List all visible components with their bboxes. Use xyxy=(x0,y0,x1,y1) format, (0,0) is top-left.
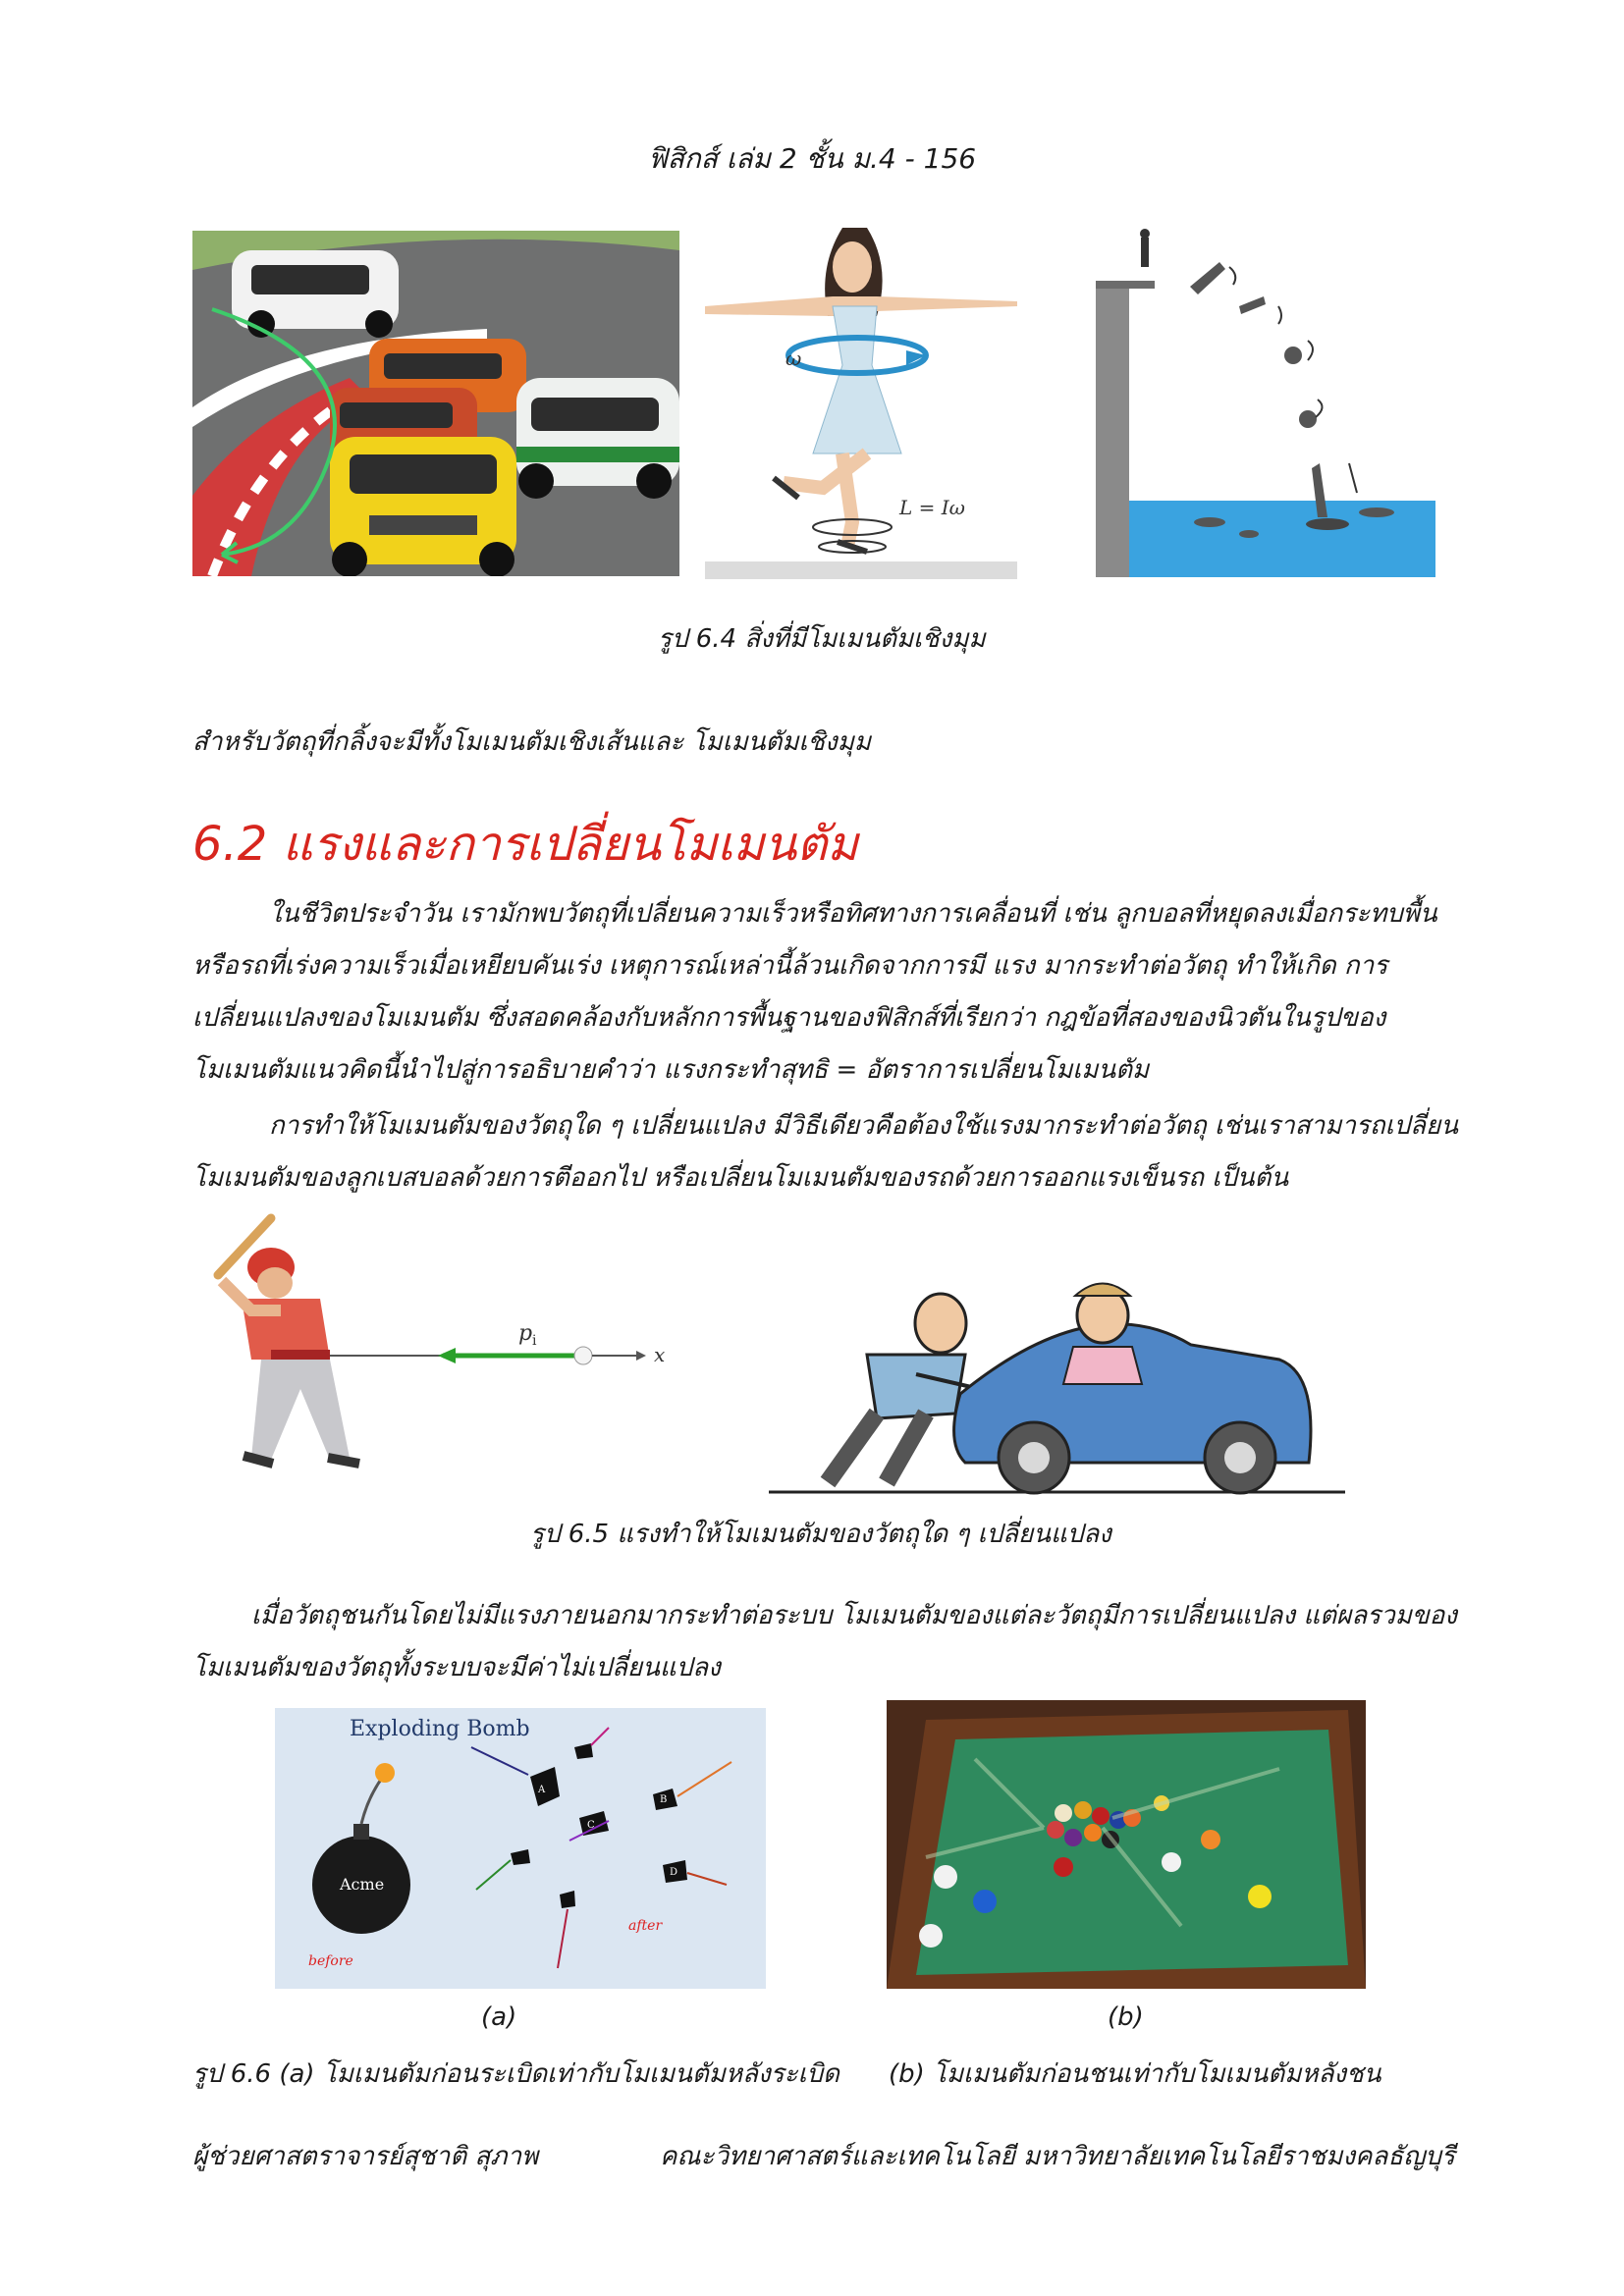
paragraph-1-line: เปลี่ยนแปลงของโมเมนตัม ซึ่งสอดคล้องกับหลักการพื้นฐานของฟิสิกส์ที่เรียกว่า กฎข้อที่สองของนิวตันในรูปของ xyxy=(192,1003,1386,1033)
figure-6-6-caption-left: รูป 6.6 (a) โมเมนตัมก่อนระเบิดเท่ากับโมเมนตัมหลังระเบิด xyxy=(192,2059,839,2089)
billiards-table-image xyxy=(887,1700,1366,1989)
figure-skater-image xyxy=(705,228,1017,579)
momentum-label: p xyxy=(518,1321,533,1346)
paragraph-1-line: หรือรถที่เร่งความเร็วเมื่อเหยียบคันเร่ง เหตุการณ์เหล่านี้ล้วนเกิดจากการมี แรง มากระทำต่อวัตถุ ทำให้เกิด การ xyxy=(192,951,1388,981)
fragment-b: B xyxy=(660,1794,668,1805)
fragment-c: C xyxy=(587,1820,595,1831)
subfigure-a-label: (a) xyxy=(481,2002,517,2032)
footer-affiliation: คณะวิทยาศาสตร์และเทคโนโลยี มหาวิทยาลัยเทคโนโลยีราชมงคลธัญบุรี xyxy=(660,2142,1455,2171)
section-heading: 6.2 แรงและการเปลี่ยนโมเมนตัม xyxy=(192,817,858,872)
bomb-brand: Acme xyxy=(340,1875,385,1894)
subfigure-b-label: (b) xyxy=(1108,2002,1144,2032)
bomb-title: Exploding Bomb xyxy=(350,1717,530,1741)
exploding-bomb-image xyxy=(275,1708,766,1989)
diver-image xyxy=(1092,228,1435,577)
rolling-object-sentence: สำหรับวัตถุที่กลิ้งจะมีทั้งโมเมนตัมเชิงเส้นและ โมเมนตัมเชิงมุม xyxy=(192,727,872,757)
paragraph-3-line: โมเมนตัมของวัตถุทั้งระบบจะมีค่าไม่เปลี่ยนแปลง xyxy=(192,1653,721,1682)
paragraph-1 xyxy=(192,888,1479,1096)
paragraph-3 xyxy=(192,1590,1479,1694)
race-cars-image xyxy=(192,231,679,576)
paragraph-1-line: ในชีวิตประจำวัน เรามักพบวัตถุที่เปลี่ยนความเร็วหรือทิศทางการเคลื่อนที่ เช่น ลูกบอลที่หยุดลงเมื่อกระทบพื้น xyxy=(269,899,1437,929)
fragment-a: A xyxy=(538,1785,546,1795)
paragraph-1-line: โมเมนตัมแนวคิดนี้นำไปสู่การอธิบายคำว่า แรงกระทำสุทธิ = อัตราการเปลี่ยนโมเมนตัม xyxy=(192,1055,1150,1085)
angular-momentum-formula: L = Iω xyxy=(899,496,965,519)
fragment-d: D xyxy=(670,1867,678,1878)
paragraph-3-line: เมื่อวัตถุชนกันโดยไม่มีแรงภายนอกมากระทำต่อระบบ โมเมนตัมของแต่ละวัตถุมีการเปลี่ยนแปลง แต่ผลรวมของ xyxy=(251,1601,1457,1630)
momentum-subscript: i xyxy=(532,1333,537,1349)
baseball-batter-image xyxy=(192,1212,683,1489)
paragraph-2-line: การทำให้โมเมนตัมของวัตถุใด ๆ เปลี่ยนแปลง มีวิธีเดียวคือต้องใช้แรงมากระทำต่อวัตถุ เช่นเราสามารถเปลี่ยน xyxy=(269,1111,1458,1141)
omega-label: ω xyxy=(785,347,802,370)
paragraph-2-line: โมเมนตัมของลูกเบสบอลด้วยการตีออกไป หรือเปลี่ยนโมเมนตัมของรถด้วยการออกแรงเข็นรถ เป็นต้น xyxy=(192,1163,1289,1193)
footer-author: ผู้ช่วยศาสตราจารย์สุชาติ สุภาพ xyxy=(192,2142,539,2171)
figure-6-4-caption: รูป 6.4 สิ่งที่มีโมเมนตัมเชิงมุม xyxy=(658,624,986,654)
page-header: ฟิสิกส์ เล่ม 2 ชั้น ม.4 - 156 xyxy=(647,142,977,175)
figure-6-5-caption: รูป 6.5 แรงทำให้โมเมนตัมของวัตถุใด ๆ เปลี่ยนแปลง xyxy=(530,1520,1111,1549)
paragraph-2 xyxy=(192,1100,1479,1204)
before-label: before xyxy=(308,1953,353,1969)
figure-6-6-caption-right: (b) โมเมนตัมก่อนชนเท่ากับโมเมนตัมหลังชน xyxy=(889,2059,1381,2089)
x-axis-label: x xyxy=(654,1343,666,1366)
pushing-car-image xyxy=(769,1276,1345,1497)
after-label: after xyxy=(628,1918,663,1934)
